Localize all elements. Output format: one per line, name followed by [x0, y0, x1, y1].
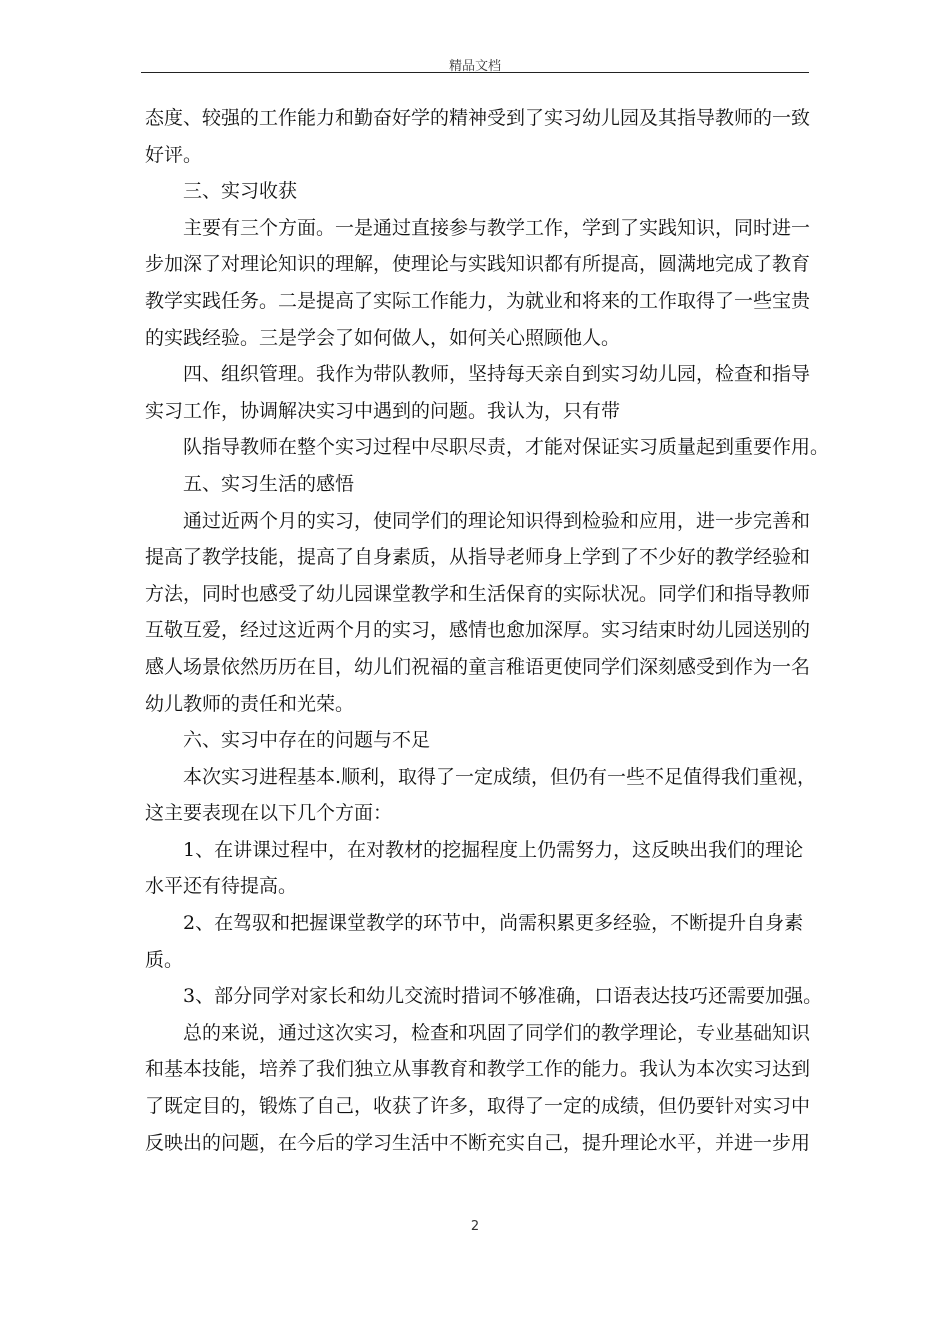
text-line: 方法，同时也感受了幼儿园课堂教学和生活保育的实际状况。同学们和指导教师 — [145, 582, 811, 605]
text-line: 态度、较强的工作能力和勤奋好学的精神受到了实习幼儿园及其指导教师的一致 — [145, 107, 811, 129]
text-line: 四、组织管理。我作为带队教师，坚持每天亲自到实习幼儿园，检查和指导 — [183, 363, 811, 386]
text-line: 质。 — [145, 948, 184, 971]
text-line: 1、在讲课过程中，在对教材的挖掘程度上仍需努力，这反映出我们的理论 — [183, 838, 804, 861]
text-line: 这主要表现在以下几个方面： — [145, 802, 393, 825]
text-line: 感人场景依然历历在目，幼儿们祝福的童言稚语更使同学们深刻感受到作为一名 — [145, 655, 811, 678]
document-body — [145, 100, 830, 1161]
text-line: 提高了教学技能，提高了自身素质，从指导老师身上学到了不少好的教学经验和 — [145, 546, 811, 569]
page-number: 2 — [470, 1219, 480, 1234]
text-line: 2、在驾驭和把握课堂教学的环节中，尚需积累更多经验，不断提升自身素 — [183, 912, 804, 935]
text-line: 五、实习生活的感悟 — [183, 472, 355, 495]
text-line: 了既定目的，锻炼了自己，收获了许多，取得了一定的成绩，但仍要针对实习中 — [145, 1095, 811, 1118]
text-line: 反映出的问题，在今后的学习生活中不断充实自己，提升理论水平，并进一步用 — [145, 1131, 811, 1154]
text-line: 好评。 — [145, 143, 203, 166]
text-line: 主要有三个方面。一是通过直接参与教学工作，学到了实践知识，同时进一 — [183, 216, 811, 239]
text-line: 步加深了对理论知识的理解，使理论与实践知识都有所提高，圆满地完成了教育 — [145, 253, 811, 276]
text-line: 队指导教师在整个实习过程中尽职尽责，才能对保证实习质量起到重要作用。 — [183, 436, 830, 459]
text-line: 3、部分同学对家长和幼儿交流时措词不够准确，口语表达技巧还需要加强。 — [183, 985, 823, 1008]
text-line: 六、实习中存在的问题与不足 — [183, 729, 431, 752]
text-line: 和基本技能，培养了我们独立从事教育和教学工作的能力。我认为本次实习达到 — [145, 1058, 811, 1081]
text-line: 三、实习收获 — [183, 180, 298, 203]
text-line: 通过近两个月的实习，使同学们的理论知识得到检验和应用，进一步完善和 — [183, 509, 811, 532]
text-line: 总的来说，通过这次实习，检查和巩固了同学们的教学理论，专业基础知识 — [183, 1021, 811, 1044]
text-line: 互敬互爱，经过这近两个月的实习，感情也愈加深厚。实习结束时幼儿园送别的 — [145, 619, 811, 642]
text-line: 实习工作，协调解决实习中遇到的问题。我认为，只有带 — [145, 399, 621, 422]
page-header-title: 精品文档 — [448, 59, 501, 74]
header-divider — [141, 72, 809, 73]
text-line: 本次实习进程基本.顺利，取得了一定成绩，但仍有一些不足值得我们重视， — [183, 765, 817, 788]
text-line: 水平还有待提高。 — [145, 875, 298, 898]
text-line: 教学实践任务。二是提高了实际工作能力，为就业和将来的工作取得了一些宝贵 — [145, 289, 811, 312]
text-line: 幼儿教师的责任和光荣。 — [145, 692, 355, 715]
text-line: 的实践经验。三是学会了如何做人，如何关心照顾他人。 — [145, 326, 621, 349]
